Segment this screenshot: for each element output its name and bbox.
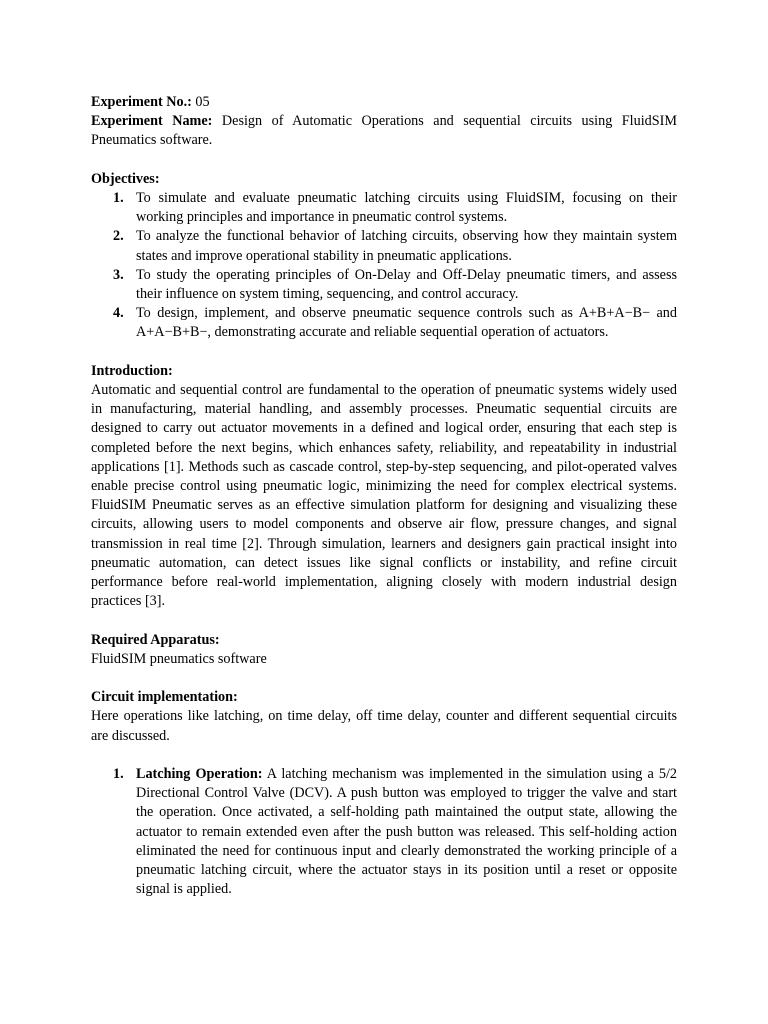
experiment-name-line <box>91 112 677 150</box>
objective-item <box>91 189 677 227</box>
objective-text: To analyze the functional behavior of latching circuits, observing how they maintain system states and improve operational stability in pneumatic applications. <box>136 228 677 264</box>
spacer <box>91 343 677 362</box>
spacer <box>91 151 677 170</box>
spacer <box>91 669 677 688</box>
experiment-name-value: Design of Automatic Operations and sequential circuits using FluidSIM Pneumatics software. <box>91 113 677 149</box>
apparatus-heading: Required Apparatus: <box>91 631 220 648</box>
objectives-list <box>91 189 677 343</box>
document-content <box>91 93 677 899</box>
objective-item <box>91 227 677 265</box>
objective-item <box>91 304 677 342</box>
introduction-paragraph: Automatic and sequential control are fundamental to the operation of pneumatic systems widely used in manufacturing, material handling, and assembly processes. Pneumatic sequential circuits are designed to carry out actuator movements in a defined and logical order, ensuring that each step is completed before the next begins, which enhances safety, reliability, and repeatability in industrial applications [1]. Methods such as cascade control, step-by-step sequencing, and pilot-operated valves enable precise control using pneumatic logic, minimizing the need for complex electrical systems. FluidSIM Pneumatic serves as an effective simulation platform for designing and visualizing these circuits, allowing users to model components and observe air flow, pressure changes, and signal transmission in real time [2]. Through simulation, learners and designers gain practical insight into pneumatic automation, can detect issues like signal conflicts or instability, and refine circuit performance before real-world implementation, aligning closely with modern industrial design practices [3]. <box>91 382 677 610</box>
circuit-item-text: A latching mechanism was implemented in the simulation using a 5/2 Directional Control Valve (DCV). A push button was employed to trigger the valve and start the operation. Once activated, a self-holding path maintained the output state, allowing the actuator to remain extended even after the push button was released. This self-holding action eliminated the need for continuous input and clearly demonstrated the working principle of a pneumatic latching circuit, where the actuator stays in its position until a reset or opposite signal is applied. <box>136 766 677 898</box>
circuit-list <box>91 765 677 899</box>
objective-number: 3. <box>113 266 124 283</box>
circuit-item <box>91 765 677 899</box>
objective-text: To simulate and evaluate pneumatic latching circuits using FluidSIM, focusing on their working principles and importance in pneumatic control systems. <box>136 190 677 226</box>
circuit-heading: Circuit implementation: <box>91 689 238 706</box>
objective-text: To design, implement, and observe pneumatic sequence controls such as A+B+A−B− and A+A−B+B−, demonstrating accurate and reliable sequential operation of actuators. <box>136 305 677 341</box>
introduction-heading: Introduction: <box>91 362 173 379</box>
objective-text: To study the operating principles of On-Delay and Off-Delay pneumatic timers, and assess their influence on system timing, sequencing, and control accuracy. <box>136 266 677 303</box>
circuit-intro-paragraph: Here operations like latching, on time delay, off time delay, counter and different sequential circuits are discussed. <box>91 708 677 744</box>
experiment-name-label: Experiment Name: <box>91 113 213 130</box>
experiment-number-line <box>91 93 677 112</box>
spacer <box>91 746 677 765</box>
objectives-heading: Objectives: <box>91 170 160 187</box>
objective-number: 2. <box>113 228 124 245</box>
objective-number: 4. <box>113 305 124 322</box>
objective-number: 1. <box>113 190 124 206</box>
apparatus-text: FluidSIM pneumatics software <box>91 650 267 667</box>
experiment-number-value: 05 <box>191 94 210 110</box>
circuit-item-label: Latching Operation: <box>136 766 263 783</box>
spacer <box>91 611 677 630</box>
objective-item <box>91 266 677 304</box>
experiment-number-label: Experiment No.: <box>91 94 192 110</box>
circuit-item-number: 1. <box>113 766 124 783</box>
